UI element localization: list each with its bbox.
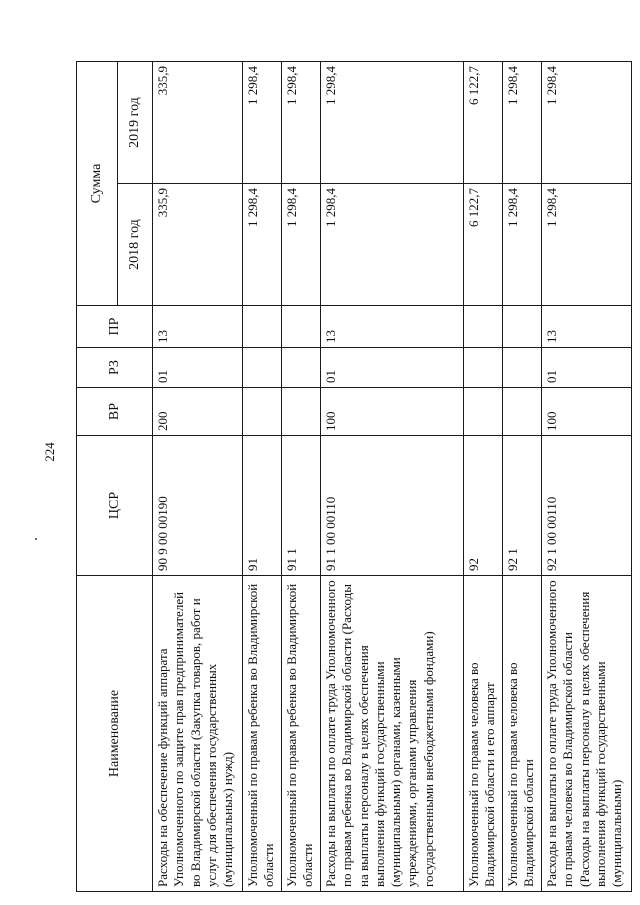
scan-speck xyxy=(35,538,37,540)
row-sum-2019-cell: 1 298,4 xyxy=(281,62,320,184)
row-sum-2019-cell: 1 298,4 xyxy=(242,62,281,184)
row-csr-cell: 91 xyxy=(242,436,281,576)
row-vr-cell xyxy=(463,388,502,436)
row-rz-cell xyxy=(242,348,281,388)
page-number: 224 xyxy=(42,442,57,462)
row-sum-2018-cell: 1 298,4 xyxy=(281,184,320,306)
header-sum: Сумма xyxy=(77,62,118,306)
row-csr-cell: 91 1 xyxy=(281,436,320,576)
table-body xyxy=(153,62,632,892)
header-year-2019: 2019 год xyxy=(118,62,153,184)
header-vr: ВР xyxy=(77,388,153,436)
table-header xyxy=(77,62,153,892)
row-name-cell: Уполномоченный по правам человека во Владимирской области xyxy=(502,576,541,892)
row-pr-cell xyxy=(502,306,541,348)
row-sum-2018-cell: 1 298,4 xyxy=(242,184,281,306)
header-pr: ПР xyxy=(77,306,153,348)
table-row xyxy=(542,62,632,892)
row-rz-cell xyxy=(502,348,541,388)
row-sum-2019-cell: 335,9 xyxy=(153,62,243,184)
row-pr-cell: 13 xyxy=(153,306,243,348)
table-row xyxy=(502,62,541,892)
row-csr-cell: 92 1 xyxy=(502,436,541,576)
row-sum-2019-cell: 1 298,4 xyxy=(321,62,464,184)
row-sum-2018-cell: 6 122,7 xyxy=(463,184,502,306)
row-rz-cell xyxy=(281,348,320,388)
rotated-table-container xyxy=(76,62,632,892)
row-pr-cell: 13 xyxy=(542,306,632,348)
row-csr-cell: 92 1 00 00110 xyxy=(542,436,632,576)
row-vr-cell: 200 xyxy=(153,388,243,436)
header-rz: РЗ xyxy=(77,348,153,388)
table-row xyxy=(242,62,281,892)
row-name-cell: Расходы на выплаты по оплате труда Уполномоченного по правам ребенка во Владимирской области (Расходы на выплаты персоналу в целях обеспечения выполнения функций государственными (муниципальными) органами, казенными учреждениями, органами управления государственными внебюджетными фондами) xyxy=(321,576,464,892)
budget-table xyxy=(76,61,632,892)
row-pr-cell xyxy=(281,306,320,348)
row-pr-cell xyxy=(242,306,281,348)
row-vr-cell: 100 xyxy=(321,388,464,436)
header-csr: ЦСР xyxy=(77,436,153,576)
row-sum-2018-cell: 335,9 xyxy=(153,184,243,306)
row-pr-cell: 13 xyxy=(321,306,464,348)
row-vr-cell xyxy=(281,388,320,436)
row-name-cell: Уполномоченный по правам человека во Владимирской области и его аппарат xyxy=(463,576,502,892)
row-pr-cell xyxy=(463,306,502,348)
row-vr-cell xyxy=(242,388,281,436)
row-vr-cell: 100 xyxy=(542,388,632,436)
row-name-cell: Уполномоченный по правам ребенка во Владимирской области xyxy=(242,576,281,892)
table-row xyxy=(153,62,243,892)
row-sum-2019-cell: 1 298,4 xyxy=(502,62,541,184)
header-year-2018: 2018 год xyxy=(118,184,153,306)
row-sum-2019-cell: 6 122,7 xyxy=(463,62,502,184)
row-name-cell: Уполномоченный по правам ребенка во Владимирской области xyxy=(281,576,320,892)
header-name: Наименование xyxy=(77,576,153,892)
row-csr-cell: 92 xyxy=(463,436,502,576)
table-row xyxy=(281,62,320,892)
row-sum-2018-cell: 1 298,4 xyxy=(542,184,632,306)
row-name-cell: Расходы на выплаты по оплате труда Уполномоченного по правам человека во Владимирской области (Расходы на выплаты персоналу в целях обеспечения выполнения функций государственными (муниципальными) xyxy=(542,576,632,892)
row-rz-cell: 01 xyxy=(321,348,464,388)
row-rz-cell xyxy=(463,348,502,388)
row-sum-2018-cell: 1 298,4 xyxy=(321,184,464,306)
table-row xyxy=(463,62,502,892)
row-csr-cell: 90 9 00 00190 xyxy=(153,436,243,576)
table-row xyxy=(321,62,464,892)
row-name-cell: Расходы на обеспечение функций аппарата Уполномоченного по защите прав предпринимателей во Владимирской области (Закупка товаров, работ и услуг для обеспечения государственных (муниципальных) нужд) xyxy=(153,576,243,892)
row-vr-cell xyxy=(502,388,541,436)
row-csr-cell: 91 1 00 00110 xyxy=(321,436,464,576)
row-sum-2018-cell: 1 298,4 xyxy=(502,184,541,306)
row-rz-cell: 01 xyxy=(153,348,243,388)
row-rz-cell: 01 xyxy=(542,348,632,388)
row-sum-2019-cell: 1 298,4 xyxy=(542,62,632,184)
